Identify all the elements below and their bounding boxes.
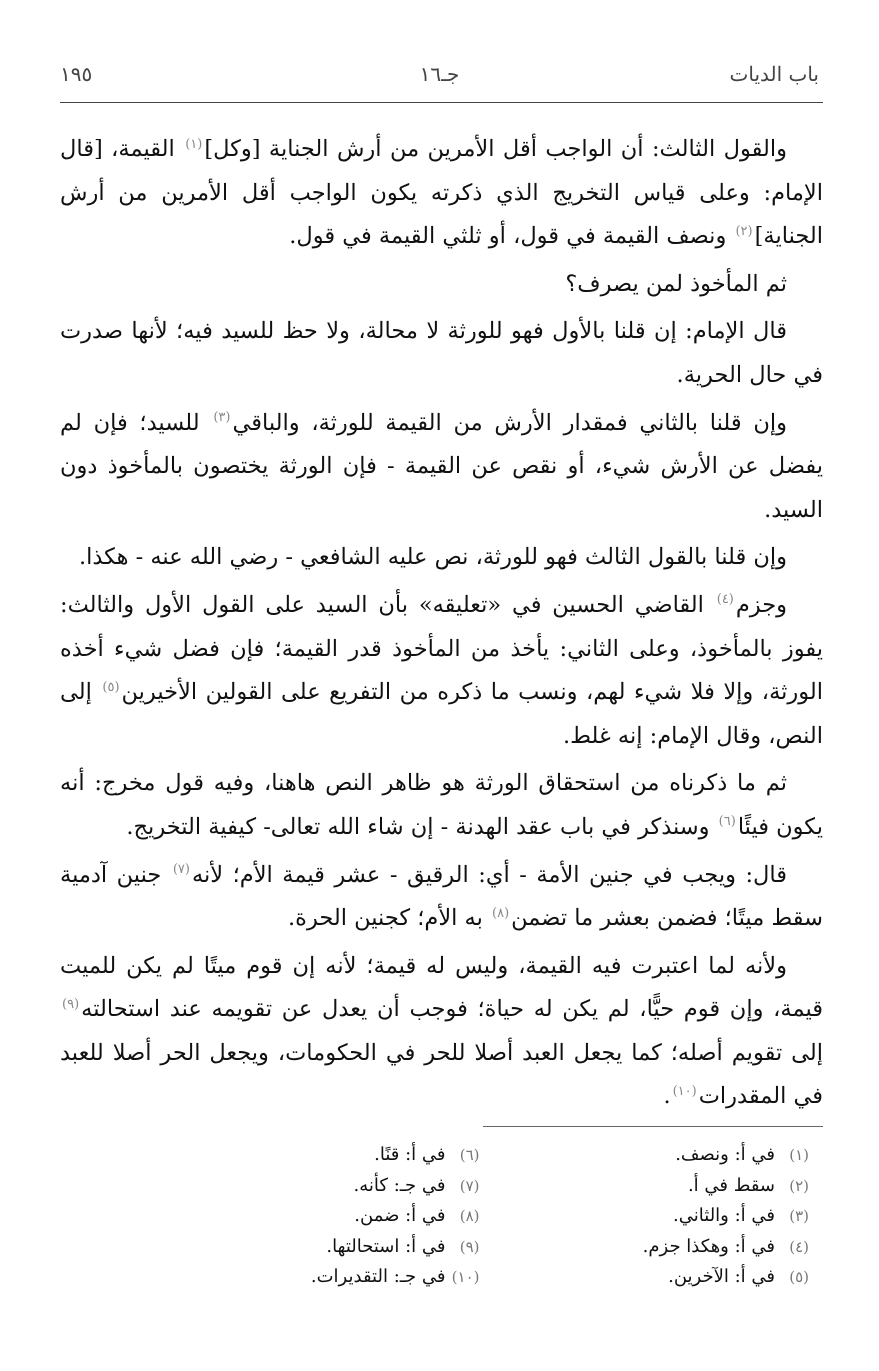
footnote-number: (٦)	[459, 1146, 480, 1164]
running-title: باب الديات	[729, 62, 819, 86]
footnote-number: (٩)	[459, 1237, 480, 1256]
footnote-text: في جـ: كأنه.	[353, 1174, 446, 1196]
footnote-text: سقط في أ.	[687, 1174, 775, 1196]
paragraph	[60, 263, 823, 307]
footnote	[480, 1201, 810, 1232]
paragraph	[60, 854, 823, 941]
footnote	[150, 1262, 480, 1293]
text-run: القيمة، [قال الإمام: وعلى قياس التخريج الذي ذكرته يكون الواجب أقل الأمرين من أرش الجناية]	[60, 136, 823, 250]
footnote-marker: (٦)	[718, 814, 736, 830]
footnote-text: في أ: ونصف.	[675, 1144, 775, 1165]
paragraph	[60, 402, 823, 533]
footnote-text: في أ: وهكذا جزم.	[642, 1235, 775, 1257]
footnote-number: (٥)	[789, 1268, 809, 1286]
text-run: إلى النص، وقال الإمام: إنه غلط.	[60, 679, 823, 749]
footnote-number: (١)	[789, 1146, 809, 1164]
text-run: إلى تقويم أصله؛ كما يجعل العبد أصلا للحر في الحكومات، ويجعل الحر أصلا للعبد في المقدرات	[60, 1039, 823, 1110]
main-text	[60, 128, 823, 1123]
footnote-marker: (٣)	[213, 410, 231, 426]
paragraph	[60, 762, 823, 849]
footnote-marker: (٥)	[102, 679, 120, 695]
footnote	[480, 1262, 810, 1293]
page-header	[60, 62, 819, 92]
footnote-rule	[483, 1126, 823, 1127]
footnote-marker: (١٠)	[672, 1083, 697, 1099]
footnote-marker: (٧)	[172, 862, 190, 877]
text-run: ولأنه لما اعتبرت فيه القيمة، وليس له قيمة؛ لأنه إن قوم ميتًا لم يكن للميت قيمة، وإن قوم حيًّا، لم يكن له حياة؛ فوجب أن يعدل عن تقويمه عند استحالته	[60, 952, 823, 1023]
text-run: وإن قلنا بالقول الثالث فهو للورثة، نص عليه الشافعي - رضي الله عنه - هكذا.	[78, 544, 787, 571]
text-run: للسيد؛ فإن لم يفضل عن الأرش شيء، أو نقص عن القيمة - فإن الورثة يختصون بالمأخوذ دون السيد.	[60, 409, 823, 523]
text-run: به الأم؛ كجنين الحرة.	[288, 905, 491, 932]
footnote-marker: (١)	[185, 136, 203, 152]
footnote-number: (٨)	[459, 1207, 480, 1225]
volume-number: جـ١٦	[419, 62, 460, 86]
footnote-number: (٧)	[459, 1176, 480, 1195]
footnote	[150, 1201, 480, 1232]
text-run: ثم ما ذكرناه من استحقاق الورثة هو ظاهر النص هاهنا، وفيه قول مخرج: أنه يكون فيئًا	[60, 770, 823, 840]
text-run: .	[663, 1083, 671, 1110]
text-run: وسنذكر في باب عقد الهدنة - إن شاء الله تعالى- كيفية التخريج.	[126, 813, 717, 840]
footnote-number: (٣)	[789, 1207, 809, 1225]
text-run: وإن قلنا بالثاني فمقدار الأرش من القيمة للورثة، والباقي	[232, 409, 787, 436]
footnote-text: في أ: والثاني.	[673, 1205, 775, 1226]
footnote	[150, 1140, 480, 1171]
footnote-text: في أ: ضمن.	[354, 1205, 446, 1226]
footnotes	[150, 1140, 809, 1293]
footnote	[480, 1171, 810, 1202]
footnote-text: في أ: استحالتها.	[326, 1235, 446, 1257]
paragraph	[60, 128, 823, 259]
text-run: ونصف القيمة في قول، أو ثلثي القيمة في قول.	[289, 223, 734, 250]
footnote-marker: (٩)	[62, 996, 80, 1012]
paragraph	[60, 310, 823, 397]
text-run: قال: ويجب في جنين الأمة - أي: الرقيق - عشر قيمة الأم؛ لأنه	[191, 861, 787, 888]
paragraph	[60, 945, 823, 1119]
footnote	[480, 1232, 810, 1263]
footnote-number: (١٠)	[451, 1268, 480, 1286]
footnote-marker: (٢)	[735, 223, 753, 239]
text-run: جنين آدمية سقط ميتًا؛ فضمن بعشر ما تضمن	[60, 861, 823, 932]
paragraph	[60, 536, 823, 580]
footnote-marker: (٨)	[492, 905, 510, 921]
text-run: القاضي الحسين في «تعليقه» بأن السيد على القول الأول والثالث: يفوز بالمأخوذ، وعلى الثاني: يأخذ من المأخوذ قدر القيمة؛ فإن فضل شيء أخذه الورثة، وإلا فلا شيء لهم، ونسب ما ذكره من التفريع على القولين الأخيرين	[60, 591, 823, 706]
page-number: ١٩٥	[60, 62, 93, 86]
text-run: ثم المأخوذ لمن يصرف؟	[565, 270, 787, 297]
footnote-marker: (٤)	[716, 592, 734, 608]
footnote-text: في أ: الآخرين.	[668, 1266, 775, 1287]
footnote-text: في جـ: التقديرات.	[310, 1266, 446, 1287]
text-run: قال الإمام: إن قلنا بالأول فهو للورثة لا محالة، ولا حظ للسيد فيه؛ لأنها صدرت في حال الحرية.	[60, 318, 823, 388]
text-run: وجزم	[735, 591, 787, 618]
footnote-number: (٢)	[789, 1176, 809, 1195]
footnote-number: (٤)	[789, 1237, 809, 1256]
footnote	[480, 1140, 810, 1171]
paragraph	[60, 584, 823, 758]
text-run: والقول الثالث: أن الواجب أقل الأمرين من أرش الجناية [وكل]	[204, 136, 787, 162]
footnote-text: في أ: قنًا.	[374, 1144, 446, 1165]
footnote	[150, 1232, 480, 1263]
footnote	[150, 1171, 480, 1202]
header-rule	[60, 102, 823, 103]
